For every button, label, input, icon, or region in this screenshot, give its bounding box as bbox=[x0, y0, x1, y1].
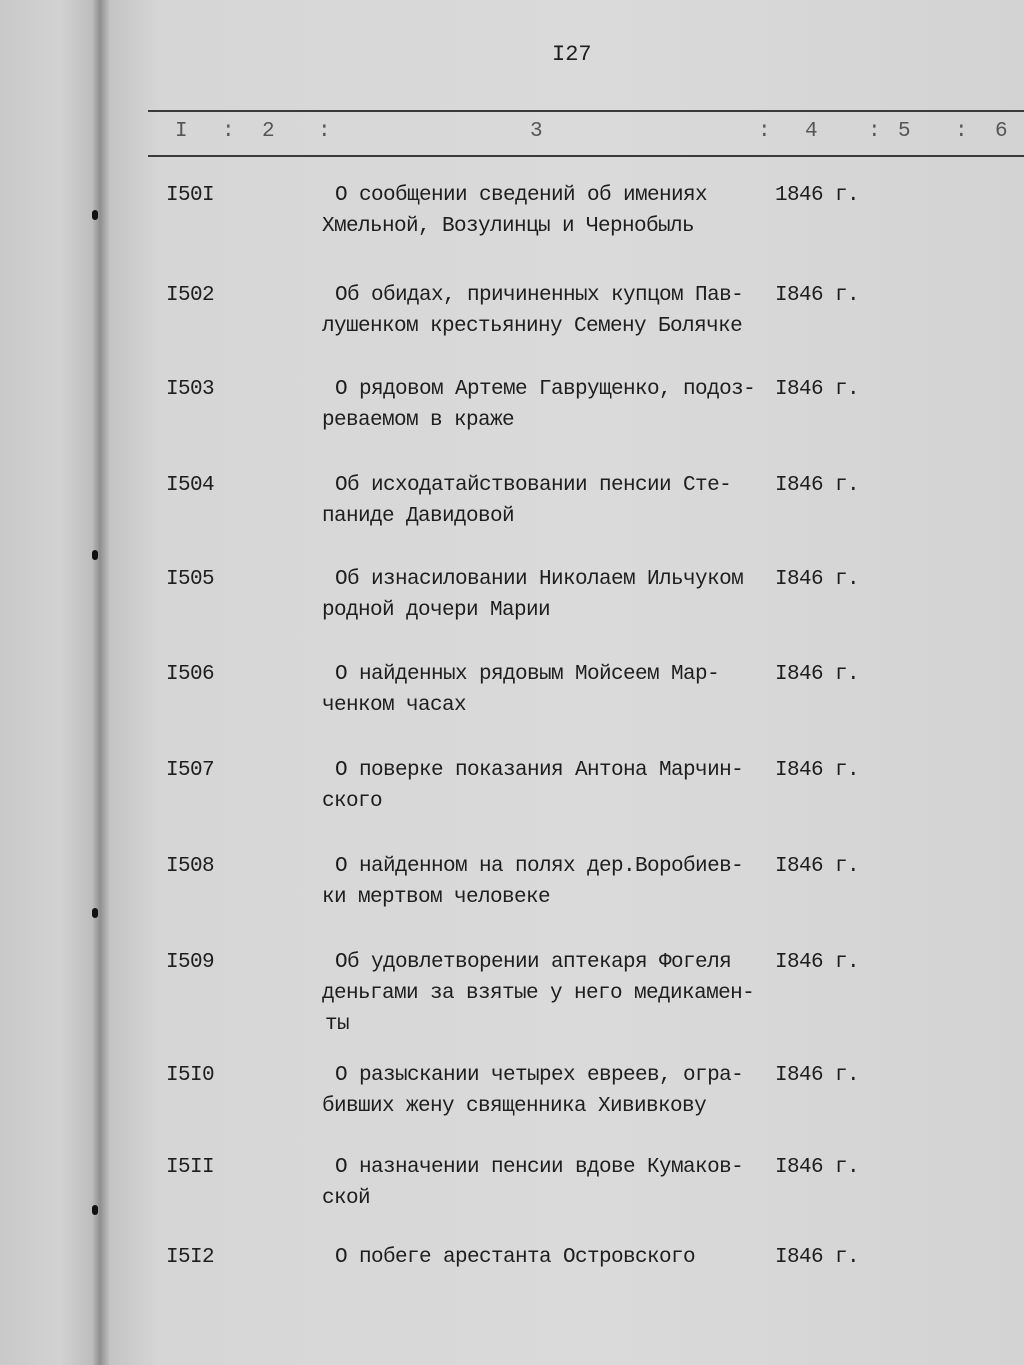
entry-title-line: О назначении пенсии вдове Кумаков- bbox=[335, 1156, 744, 1179]
entry-number: I503 bbox=[166, 378, 215, 401]
entry-title-line: О сообщении сведений об имениях bbox=[335, 184, 708, 207]
entry-title-line: О рядовом Артеме Гаврущенко, подоз- bbox=[335, 378, 756, 401]
header-bottom-rule bbox=[148, 155, 1024, 157]
column-header: 3 bbox=[530, 120, 543, 143]
punch-hole bbox=[92, 550, 98, 560]
entry-number: I508 bbox=[166, 855, 215, 878]
entry-year: I846 г. bbox=[775, 1156, 860, 1179]
punch-hole bbox=[92, 908, 98, 918]
entry-number: I506 bbox=[166, 663, 215, 686]
entry-title-line: родной дочери Марии bbox=[322, 599, 551, 622]
entry-year: I846 г. bbox=[775, 568, 860, 591]
entry-number: I507 bbox=[166, 759, 215, 782]
entry-title-line: паниде Давидовой bbox=[322, 505, 515, 528]
entry-year: I846 г. bbox=[775, 474, 860, 497]
entry-number: I505 bbox=[166, 568, 215, 591]
entry-title-line: Об обидах, причиненных купцом Пав- bbox=[335, 284, 744, 307]
entry-year: I846 г. bbox=[775, 284, 860, 307]
entry-title-line: Хмельной, Возулинцы и Чернобыль bbox=[322, 215, 695, 238]
column-header: 6 bbox=[995, 120, 1008, 143]
column-header: I bbox=[175, 120, 188, 143]
entry-title-line: ты bbox=[325, 1013, 350, 1036]
column-separator: : bbox=[868, 120, 881, 143]
entry-title-line: ченком часах bbox=[322, 694, 467, 717]
column-separator: : bbox=[758, 120, 771, 143]
entry-title-line: Об удовлетворении аптекаря Фогеля bbox=[335, 951, 732, 974]
entry-title-line: ки мертвом человеке bbox=[322, 886, 551, 909]
page-number: I27 bbox=[552, 42, 592, 67]
entry-year: I846 г. bbox=[775, 855, 860, 878]
facing-page-edge bbox=[0, 0, 95, 1365]
entry-number: I5II bbox=[166, 1156, 215, 1179]
entry-year: I846 г. bbox=[775, 951, 860, 974]
entry-title-line: О найденном на полях дер.Воробиев- bbox=[335, 855, 744, 878]
entry-number: I509 bbox=[166, 951, 215, 974]
entry-year: I846 г. bbox=[775, 759, 860, 782]
column-separator: : bbox=[318, 120, 331, 143]
entry-year: I846 г. bbox=[775, 1246, 860, 1269]
entry-number: I5I2 bbox=[166, 1246, 215, 1269]
punch-hole bbox=[92, 1205, 98, 1215]
entry-number: I5I0 bbox=[166, 1064, 215, 1087]
entry-title-line: Об изнасиловании Николаем Ильчуком bbox=[335, 568, 744, 591]
entry-year: I846 г. bbox=[775, 378, 860, 401]
column-header: 4 bbox=[805, 120, 818, 143]
entry-title-line: О побеге арестанта Островского bbox=[335, 1246, 696, 1269]
entry-year: I846 г. bbox=[775, 1064, 860, 1087]
header-top-rule bbox=[148, 110, 1024, 112]
entry-title-line: ской bbox=[322, 1187, 371, 1210]
entry-title-line: Об исходатайствовании пенсии Сте- bbox=[335, 474, 732, 497]
entry-year: 1846 г. bbox=[775, 184, 860, 207]
entry-title-line: ского bbox=[322, 790, 383, 813]
entry-title-line: О найденных рядовым Мойсеем Мар- bbox=[335, 663, 720, 686]
column-header: 2 bbox=[262, 120, 275, 143]
entry-title-line: О поверке показания Антона Марчин- bbox=[335, 759, 744, 782]
punch-hole bbox=[92, 210, 98, 220]
entry-year: I846 г. bbox=[775, 663, 860, 686]
column-separator: : bbox=[955, 120, 968, 143]
entry-title-line: О разыскании четырех евреев, огра- bbox=[335, 1064, 744, 1087]
column-separator: : bbox=[222, 120, 235, 143]
entry-number: I502 bbox=[166, 284, 215, 307]
entry-number: I50I bbox=[166, 184, 215, 207]
entry-title-line: бивших жену священника Хививкову bbox=[322, 1095, 707, 1118]
entry-number: I504 bbox=[166, 474, 215, 497]
entry-title-line: реваемом в краже bbox=[322, 409, 515, 432]
entry-title-line: деньгами за взятые у него медикамен- bbox=[322, 982, 755, 1005]
column-header-row bbox=[0, 120, 1024, 150]
entry-title-line: лушенком крестьянину Семену Болячке bbox=[322, 315, 743, 338]
column-header: 5 bbox=[898, 120, 911, 143]
